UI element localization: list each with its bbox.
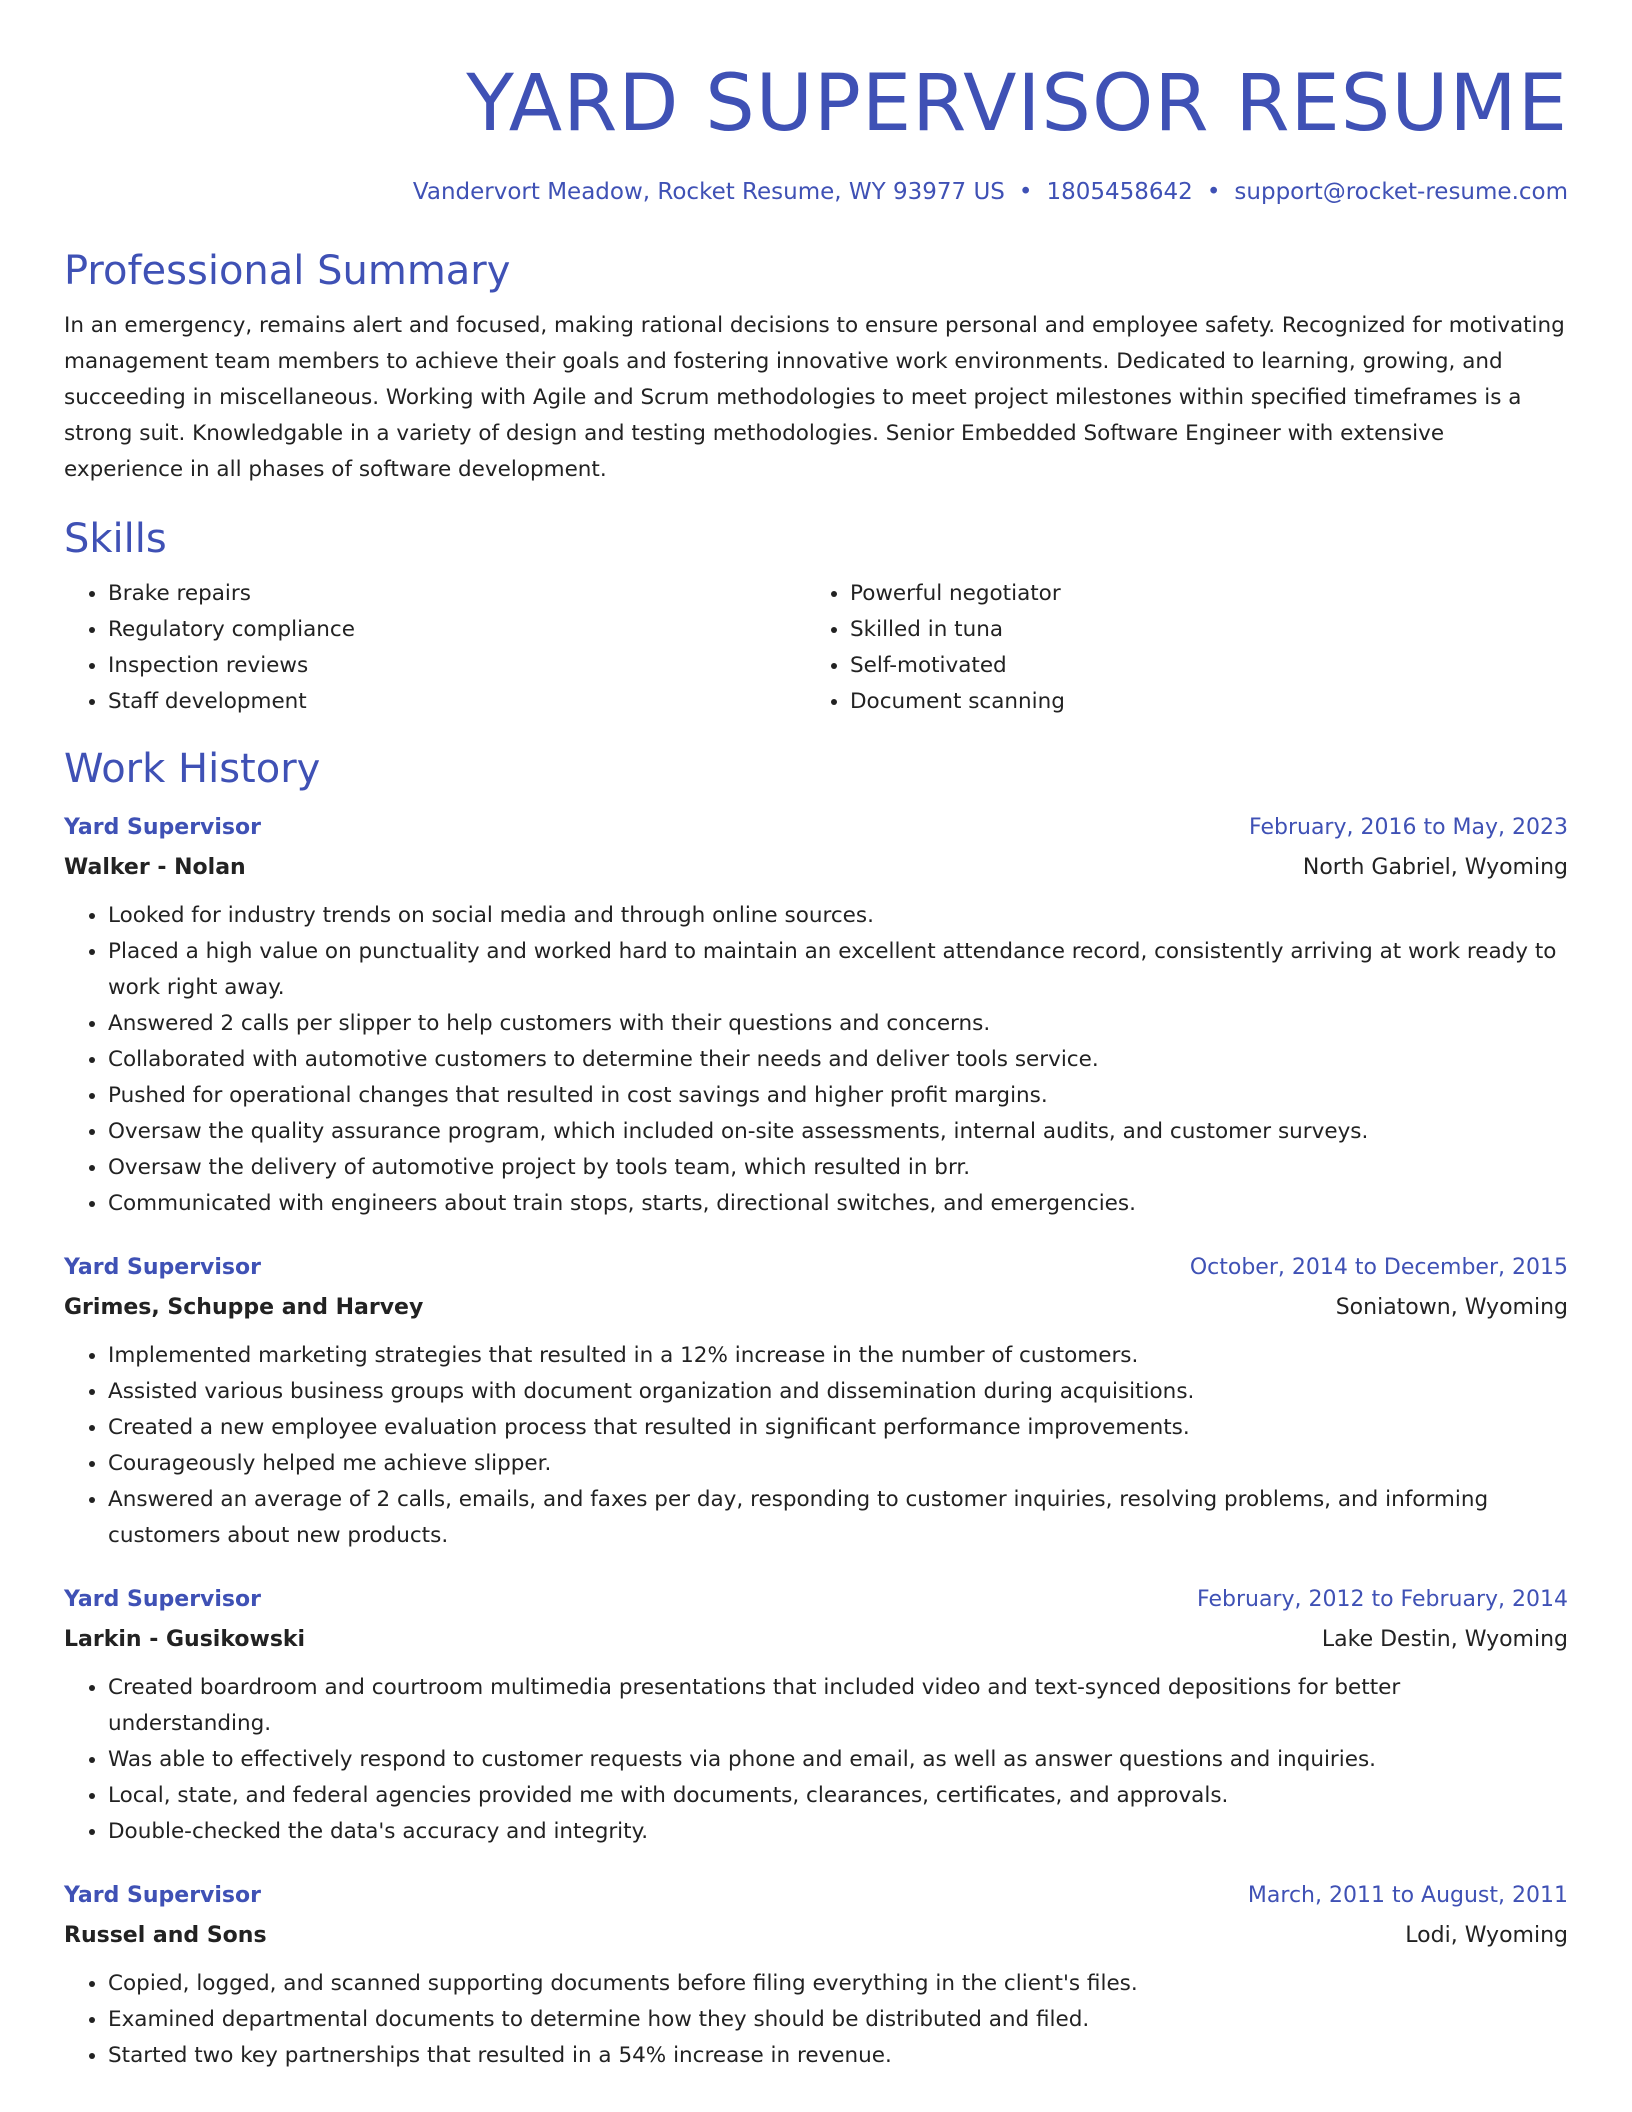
job-dates: March, 2011 to August, 2011	[1247, 1883, 1568, 1908]
skills-heading: Skills	[64, 516, 167, 562]
job-bullet: • Looked for industry trends on social media and through online sources.	[108, 898, 1568, 934]
skills-column-left	[64, 576, 806, 720]
job-header-row	[64, 1580, 1568, 1620]
skills-list	[64, 576, 1568, 720]
job-location: North Gabriel, Wyoming	[1302, 855, 1568, 880]
job-bullet: • Was able to effectively respond to customer requests via phone and email, as well as answer questions and inquiries.	[108, 1742, 1568, 1778]
skill-item: • Skilled in tuna	[850, 612, 1548, 648]
job-bullet: • Assisted various business groups with document organization and dissemination during acquisitions.	[108, 1374, 1568, 1410]
job-bullets	[64, 1338, 1568, 1554]
job-bullet: • Answered an average of 2 calls, emails, and faxes per day, responding to customer inquiries, resolving problems, and informing customers about new products.	[108, 1482, 1568, 1554]
contact-phone: 1805458642	[1046, 179, 1193, 205]
job-title: Yard Supervisor	[64, 1587, 261, 1612]
job-bullet: • Placed a high value on punctuality and worked hard to maintain an excellent attendance record, consistently arriving at work ready to work right away.	[108, 934, 1568, 1006]
job-bullet: • Local, state, and federal agencies provided me with documents, clearances, certificates, and approvals.	[108, 1778, 1568, 1814]
resume-page	[64, 0, 1568, 2074]
job-entry	[64, 1248, 1568, 1554]
summary-heading: Professional Summary	[64, 248, 511, 294]
job-bullet: • Copied, logged, and scanned supporting documents before filing everything in the client's files.	[108, 1966, 1568, 2002]
job-bullet: • Pushed for operational changes that resulted in cost savings and higher profit margins.	[108, 1078, 1568, 1114]
job-company: Russel and Sons	[64, 1923, 267, 1948]
skill-item: • Self-motivated	[850, 648, 1548, 684]
job-company: Walker - Nolan	[64, 855, 246, 880]
work-history-heading: Work History	[64, 746, 321, 792]
resume-name: YARD SUPERVISOR RESUME	[466, 59, 1568, 149]
contact-email[interactable]: support@rocket-resume.com	[1234, 179, 1568, 205]
job-company-row	[64, 1916, 1568, 1956]
job-title: Yard Supervisor	[64, 1255, 261, 1280]
job-dates: October, 2014 to December, 2015	[1189, 1255, 1568, 1280]
job-bullet: • Communicated with engineers about train stops, starts, directional switches, and emergencies.	[108, 1186, 1568, 1222]
job-bullet: • Courageously helped me achieve slipper.	[108, 1446, 1568, 1482]
job-company: Larkin - Gusikowski	[64, 1627, 306, 1652]
job-title: Yard Supervisor	[64, 1883, 261, 1908]
job-bullet: • Answered 2 calls per slipper to help customers with their questions and concerns.	[108, 1006, 1568, 1042]
job-bullets	[64, 898, 1568, 1222]
contact-address: Vandervort Meadow, Rocket Resume, WY 93977 US	[412, 179, 1005, 205]
job-entry	[64, 1876, 1568, 2074]
skill-item: • Brake repairs	[108, 576, 806, 612]
job-bullet: • Created boardroom and courtroom multimedia presentations that included video and text-synced depositions for better understanding.	[108, 1670, 1568, 1742]
job-entry	[64, 1580, 1568, 1850]
job-header-row	[64, 808, 1568, 848]
job-bullet: • Started two key partnerships that resulted in a 54% increase in revenue.	[108, 2038, 1568, 2074]
job-bullet: • Examined departmental documents to determine how they should be distributed and filed.	[108, 2002, 1568, 2038]
job-header-row	[64, 1248, 1568, 1288]
skill-item: • Staff development	[108, 684, 806, 720]
job-company: Grimes, Schuppe and Harvey	[64, 1295, 424, 1320]
skill-item: • Inspection reviews	[108, 648, 806, 684]
job-location: Soniatown, Wyoming	[1335, 1295, 1568, 1320]
contact-separator: •	[1018, 179, 1033, 205]
job-location: Lake Destin, Wyoming	[1321, 1627, 1568, 1652]
job-dates: February, 2016 to May, 2023	[1249, 815, 1568, 840]
job-bullet: • Oversaw the quality assurance program, which included on-site assessments, internal audits, and customer surveys.	[108, 1114, 1568, 1150]
job-company-row	[64, 848, 1568, 888]
job-bullets	[64, 1670, 1568, 1850]
job-dates: February, 2012 to February, 2014	[1197, 1587, 1568, 1612]
job-bullets	[64, 1966, 1568, 2074]
job-title: Yard Supervisor	[64, 815, 261, 840]
skills-column-right	[806, 576, 1548, 720]
job-entry	[64, 808, 1568, 1222]
job-bullet: • Implemented marketing strategies that resulted in a 12% increase in the number of customers.	[108, 1338, 1568, 1374]
resume-header	[64, 0, 1568, 208]
contact-separator: •	[1206, 179, 1221, 205]
job-company-row	[64, 1288, 1568, 1328]
job-bullet: • Oversaw the delivery of automotive project by tools team, which resulted in brr.	[108, 1150, 1568, 1186]
skill-item: • Document scanning	[850, 684, 1548, 720]
job-company-row	[64, 1620, 1568, 1660]
job-location: Lodi, Wyoming	[1405, 1923, 1568, 1948]
skill-item: • Powerful negotiator	[850, 576, 1548, 612]
contact-line	[64, 176, 1568, 208]
summary-text: In an emergency, remains alert and focused, making rational decisions to ensure personal and employee safety. Recognized for motivating management team members to achieve their goals and fostering innovative work environments. Dedicated to learning, growing, and succeeding in miscellaneous. Working with Agile and Scrum methodologies to meet project milestones within specified timeframes is a strong suit. Knowledgable in a variety of design and testing methodologies. Senior Embedded Software Engineer with extensive experience in all phases of software development.	[64, 313, 1565, 482]
job-bullet: • Collaborated with automotive customers to determine their needs and deliver tools service.	[108, 1042, 1568, 1078]
skill-item: • Regulatory compliance	[108, 612, 806, 648]
job-header-row	[64, 1876, 1568, 1916]
job-bullet: • Double-checked the data's accuracy and integrity.	[108, 1814, 1568, 1850]
job-bullet: • Created a new employee evaluation process that resulted in significant performance improvements.	[108, 1410, 1568, 1446]
